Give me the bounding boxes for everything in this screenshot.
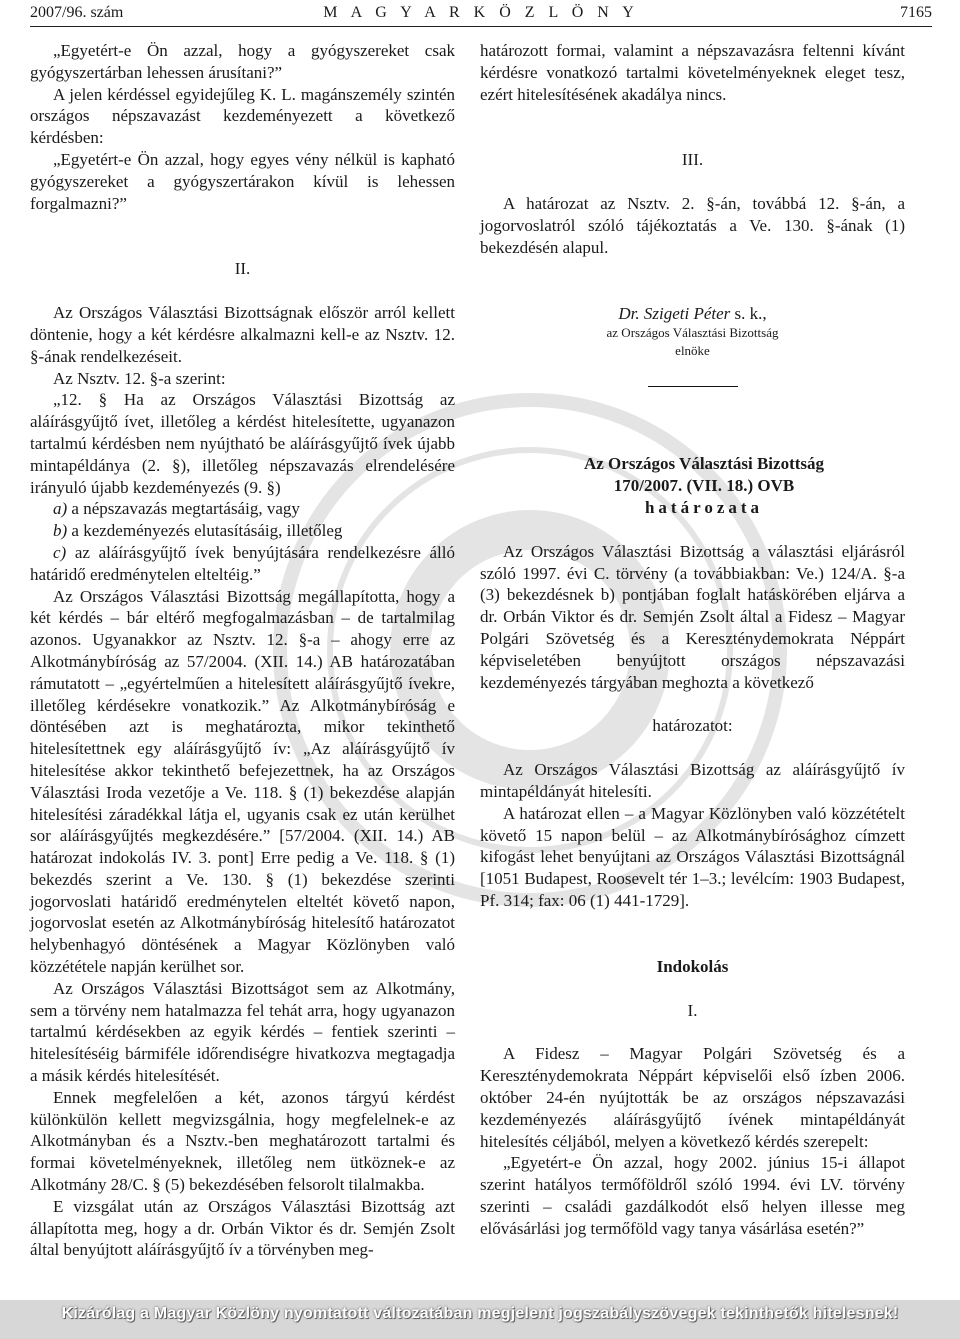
paragraph: Az Országos Választási Bizottság megállapította, hogy a két kérdés – bár eltérő megfogalmazásban – de tartalmilag azonos. Ugyanakkor az Nsztv. 12. §-a – ahogy erre az Alkotmánybíróság az 57/2004. (XII. 14.) AB határozatában rámutatott – „egyértelműen a hitelesített aláírásgyűjtő ívekre, illetőleg kérdésekre vonatkozik.” Az Alkotmánybíróság e döntésében azt is meghatározta, mikor tekinthető hitelesítettnek egy aláírásgyűjtő ív: „Az aláírásgyűjtő ív hitelesítése akkor tekinthető befejezettnek, ha az Országos Választási Iroda vezetője a Ve. 118. § (1) bekezdése alapján hitelesítési záradékkal látja el, ugyanis csak ez után kerülhet sor aláírásgyűjtés megkezdésére.” [57/2004. (XII. 14.) AB határozat indokolás IV. 3. pont] Erre pedig a Ve. 118. § (1) bekezdés szerint a Ve. 130. § (1) bekezdése szerinti jogorvoslati határidő eredménytelen elteltét követő napon, jogorvoslat esetén az Alkotmánybíróság hitelesítő határozatot helybenhagyó döntésének a Magyar Közlönyben való közzététele napján kerülhet sor. — [30, 586, 455, 977]
footer-disclaimer: Kizárólag a Magyar Közlöny nyomtatott változatában megjelent jogszabályszövegek tekinthetők hitelesnek! — [61, 1305, 899, 1322]
signatory-name: Dr. Szigeti Péter — [618, 303, 731, 323]
paragraph: E vizsgálat után az Országos Választási Bizottság azt állapította meg, hogy a dr. Orbán Viktor és dr. Semjén Zsolt által benyújtott aláírásgyűjtő ív a törvényben meg- — [30, 1196, 455, 1260]
issue-number: 2007/96. szám — [30, 4, 124, 21]
list-item-label: a) — [53, 499, 68, 519]
list-item — [30, 498, 455, 520]
list-item — [30, 520, 455, 542]
paragraph: „Egyetért-e Ön azzal, hogy 2002. június 15-i állapot szerint hatályos termőföldről szóló 1994. évi LV. törvény szerinti – családi gazdálkodót első helyen illesse meg elővásárlási jog termőföld vagy tanya vásárlása esetén?” — [480, 1153, 905, 1238]
spacer — [480, 1021, 905, 1043]
decision-kind: határozata — [644, 497, 764, 517]
paragraph: A jelen kérdéssel egyidejűleg K. L. magánszemély szintén országos népszavazást kezdeményezett a következő kérdésben: — [30, 84, 455, 148]
paragraph: Az Nsztv. 12. §-a szerint: — [53, 368, 226, 388]
right-column-body — [480, 541, 905, 1240]
spacer — [480, 693, 905, 715]
spacer — [480, 912, 905, 956]
paragraph: Az Országos Választási Bizottságot sem az Alkotmány, sem a törvény nem hatalmazza fel tehát arra, hogy ugyanazon tartalmú kérdésekben az egyik kérdés – fentiek szerinti – hitelesítéséig bármiféle időrendiségre hivatkozva megtagadja a másik kérdés hitelesítését. — [30, 978, 455, 1086]
section-heading: I. — [687, 1000, 698, 1020]
paragraph: A Fidesz – Magyar Polgári Szövetség és a Kereszténydemokrata Néppárt képviselői első ízben 2006. október 24-én nyújtották be az országos népszavazási kezdeményezés aláírásgyűjtő ívének mintapéldányát hitelesítés céljából, melyen a következő kérdés szerepelt: — [480, 1044, 905, 1151]
decision-number: 170/2007. (VII. 18.) OVB — [613, 476, 795, 496]
list-item-text: az aláírásgyűjtő ívek benyújtására rendelkezésre álló határidő eredménytelen elteltéig.” — [30, 542, 456, 584]
paragraph: „Egyetért-e Ön azzal, hogy a gyógyszereket csak gyógyszertárban lehessen árusítani?” — [30, 41, 455, 82]
signatory-role-2: elnöke — [675, 343, 710, 359]
page-number: 7165 — [900, 4, 932, 21]
spacer — [480, 978, 905, 1000]
signature-block — [480, 303, 905, 388]
left-column — [30, 40, 455, 1261]
paragraph: határozott formai, valamint a népszavazásra feltenni kívánt kérdésre vonatkozó tartalmi követelményeknek eleget tesz, ezért hitelesítésének akadálya nincs. — [480, 41, 905, 104]
page-header — [30, 0, 932, 26]
section-heading: III. — [681, 150, 704, 170]
spacer — [30, 214, 455, 258]
list-item-label: b) — [53, 521, 68, 541]
list-item-text: a kezdeményezés elutasításáig, illetőleg — [71, 521, 343, 541]
paragraph: Az Országos Választási Bizottságnak először arról kellett döntenie, hogy a két kérdésre alkalmazni kell-e az Nsztv. 12. §-ának rendelkezéseit. — [30, 303, 455, 366]
paragraph: Az Országos Választási Bizottság a választási eljárásról szóló 1997. évi C. törvény (a továbbiakban: Ve.) 124/A. §-a (3) bekezdésnek b) pontjában foglalt hatáskörében eljárva a dr. Orbán Viktor és dr. Semjén Zsolt által a Fidesz – Magyar Polgári Szövetség és a Kereszténydemokrata Néppárt képviseletében benyújtott országos népszavazási kezdeményezés tárgyában meghozta a következő — [480, 541, 905, 692]
paragraph: „12. § Ha az Országos Választási Bizottság az aláírásgyűjtő ívet, illetőleg a kérdést hitelesítette, ugyanazon tartalmú kérdésben nem nyújtható be aláírásgyűjtő ívek újabb mintapéldánya (2. §), illetőleg népszavazás elrendelésére irányuló újabb kezdeményezés (9. §) — [30, 390, 455, 497]
paragraph: Ennek megfelelően a két, azonos tárgyú kérdést különkülön kellett megvizsgálnia, hogy megfelelnek-e az Alkotmányban és a Nsztv.-ben meghatározott tartalmi és formai követelményeknek, illetőleg nem ütköznek-e az Alkotmány 28/C. § (5) bekezdésében felsorolt tilalmakba. — [30, 1087, 455, 1195]
section-heading: határozatot: — [652, 716, 733, 736]
right-column-top — [480, 40, 905, 259]
paragraph: A határozat az Nsztv. 2. §-án, továbbá 12. §-án, a jogorvoslatról szóló tájékoztatás a Ve. 130. §-ának (1) bekezdésén alapul. — [480, 194, 905, 257]
journal-title: M A G Y A R K Ö Z L Ö N Y — [323, 4, 639, 21]
paragraph: „Egyetért-e Ön azzal, hogy egyes vény nélkül is kapható gyógyszereket a gyógyszertárakon kívül is lehessen forgalmazni?” — [30, 149, 455, 213]
spacer — [480, 737, 905, 759]
header-rule — [30, 26, 932, 27]
list-item-label: c) — [53, 542, 67, 562]
spacer — [480, 105, 905, 149]
decision-issuer: Az Országos Választási Bizottság — [583, 454, 825, 474]
signature-name-line — [480, 303, 905, 325]
spacer — [30, 280, 455, 302]
signatory-role: az Országos Választási Bizottság — [606, 325, 779, 341]
list-item-text: a népszavazás megtartásáig, vagy — [71, 499, 300, 519]
spacer — [480, 171, 905, 193]
paragraph: Az Országos Választási Bizottság az aláírásgyűjtő ív mintapéldányát hitelesíti. — [480, 760, 905, 801]
section-heading: II. — [234, 259, 251, 279]
list-item — [30, 542, 455, 586]
signatory-suffix: s. k., — [730, 303, 767, 323]
right-column — [480, 40, 905, 1239]
paragraph: A határozat ellen – a Magyar Közlönyben való közzétételt követő 15 napon belül – az Alkotmánybírósághoz címzett kifogást lehet benyújtani az Országos Választási Bizottságnál [1051 Budapest, Roosevelt tér 1–3.; levélcím: 1903 Budapest, Pf. 314; fax: 06 (1) 441-1729]. — [480, 803, 905, 910]
section-title: Indokolás — [656, 956, 729, 976]
